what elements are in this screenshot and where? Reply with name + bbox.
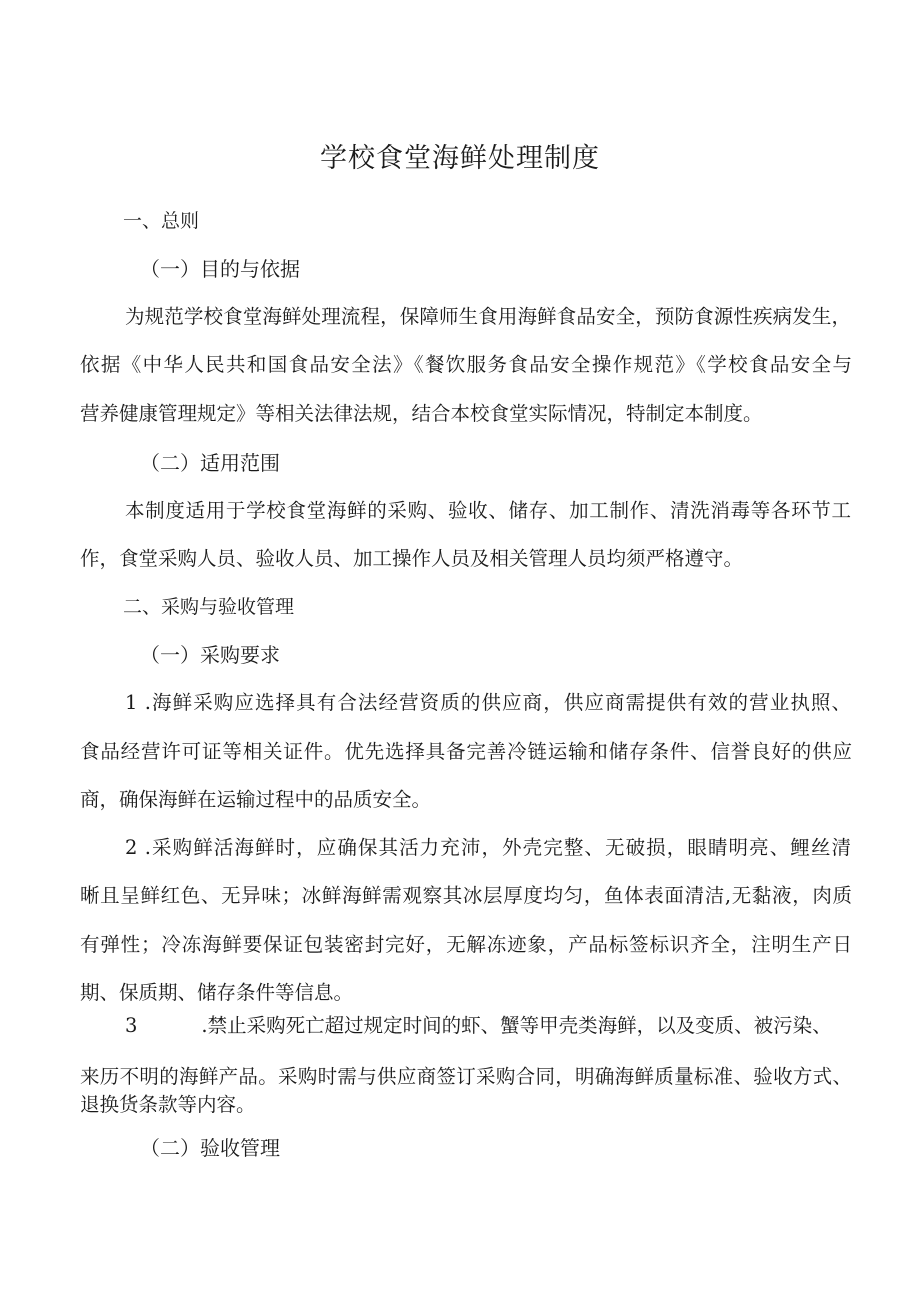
paragraph-line: 食品经营许可证等相关证件。优先选择具备完善冷链运输和储存条件、信誉良好的供应 xyxy=(80,740,852,763)
paragraph-line: 作，食堂采购人员、验收人员、加工操作人员及相关管理人员均须严格遵守。 xyxy=(80,547,744,570)
paragraph-line: 期、保质期、储存条件等信息。 xyxy=(80,981,354,1004)
paragraph-line: 本制度适用于学校食堂海鲜的采购、验收、储存、加工制作、清洗消毒等各环节工 xyxy=(125,499,851,522)
list-item-text: .禁止采购死亡超过规定时间的虾、蟹等甲壳类海鲜，以及变质、被污染、 xyxy=(201,1014,832,1037)
subsection-heading-scope: （二）适用范围 xyxy=(140,451,280,475)
paragraph-line: 依据《中华人民共和国食品安全法》《餐饮服务食品安全操作规范》《学校食品安全与 xyxy=(80,353,852,376)
list-item-1-first-line xyxy=(125,689,851,717)
paragraph-line: 为规范学校食堂海鲜处理流程，保障师生食用海鲜食品安全，预防食源性疾病发生， xyxy=(125,305,851,328)
list-item-3-first-line xyxy=(125,1012,851,1040)
paragraph-line: 商，确保海鲜在运输过程中的品质安全。 xyxy=(80,788,432,811)
list-item-number: 2 xyxy=(125,836,138,859)
list-item-number: 3 xyxy=(125,1014,138,1037)
paragraph-line: 营养健康管理规定》等相关法律法规，结合本校食堂实际情况，特制定本制度。 xyxy=(80,402,763,425)
subsection-heading-acceptance: （二）验收管理 xyxy=(140,1136,280,1160)
paragraph-line: 有弹性；冷冻海鲜要保证包装密封完好，无解冻迹象，产品标签标识齐全，注明生产日 xyxy=(80,933,852,956)
list-item-text: .海鲜采购应选择具有合法经营资质的供应商，供应商需提供有效的营业执照、 xyxy=(144,691,851,714)
page-title: 学校食堂海鲜处理制度 xyxy=(320,143,600,174)
subsection-heading-purchase-requirements: （一）采购要求 xyxy=(140,643,280,667)
subsection-heading-purpose: （一）目的与依据 xyxy=(140,257,300,281)
list-item-2-first-line xyxy=(125,834,851,862)
section-heading-procurement: 二、采购与验收管理 xyxy=(123,596,295,618)
list-item-number: 1 xyxy=(125,691,138,714)
paragraph-line: 来历不明的海鲜产品。采购时需与供应商签订采购合同，明确海鲜质量标准、验收方式、 xyxy=(80,1065,852,1088)
paragraph-line: 退换货条款等内容。 xyxy=(80,1093,256,1116)
section-heading-general: 一、总则 xyxy=(123,210,200,232)
paragraph-line: 晰且呈鲜红色、无异味；冰鲜海鲜需观察其冰层厚度均匀，鱼体表面清洁,无黏液，肉质 xyxy=(80,884,852,907)
list-item-text: .采购鲜活海鲜时，应确保其活力充沛，外壳完整、无破损，眼睛明亮、鲤丝清 xyxy=(144,836,851,859)
